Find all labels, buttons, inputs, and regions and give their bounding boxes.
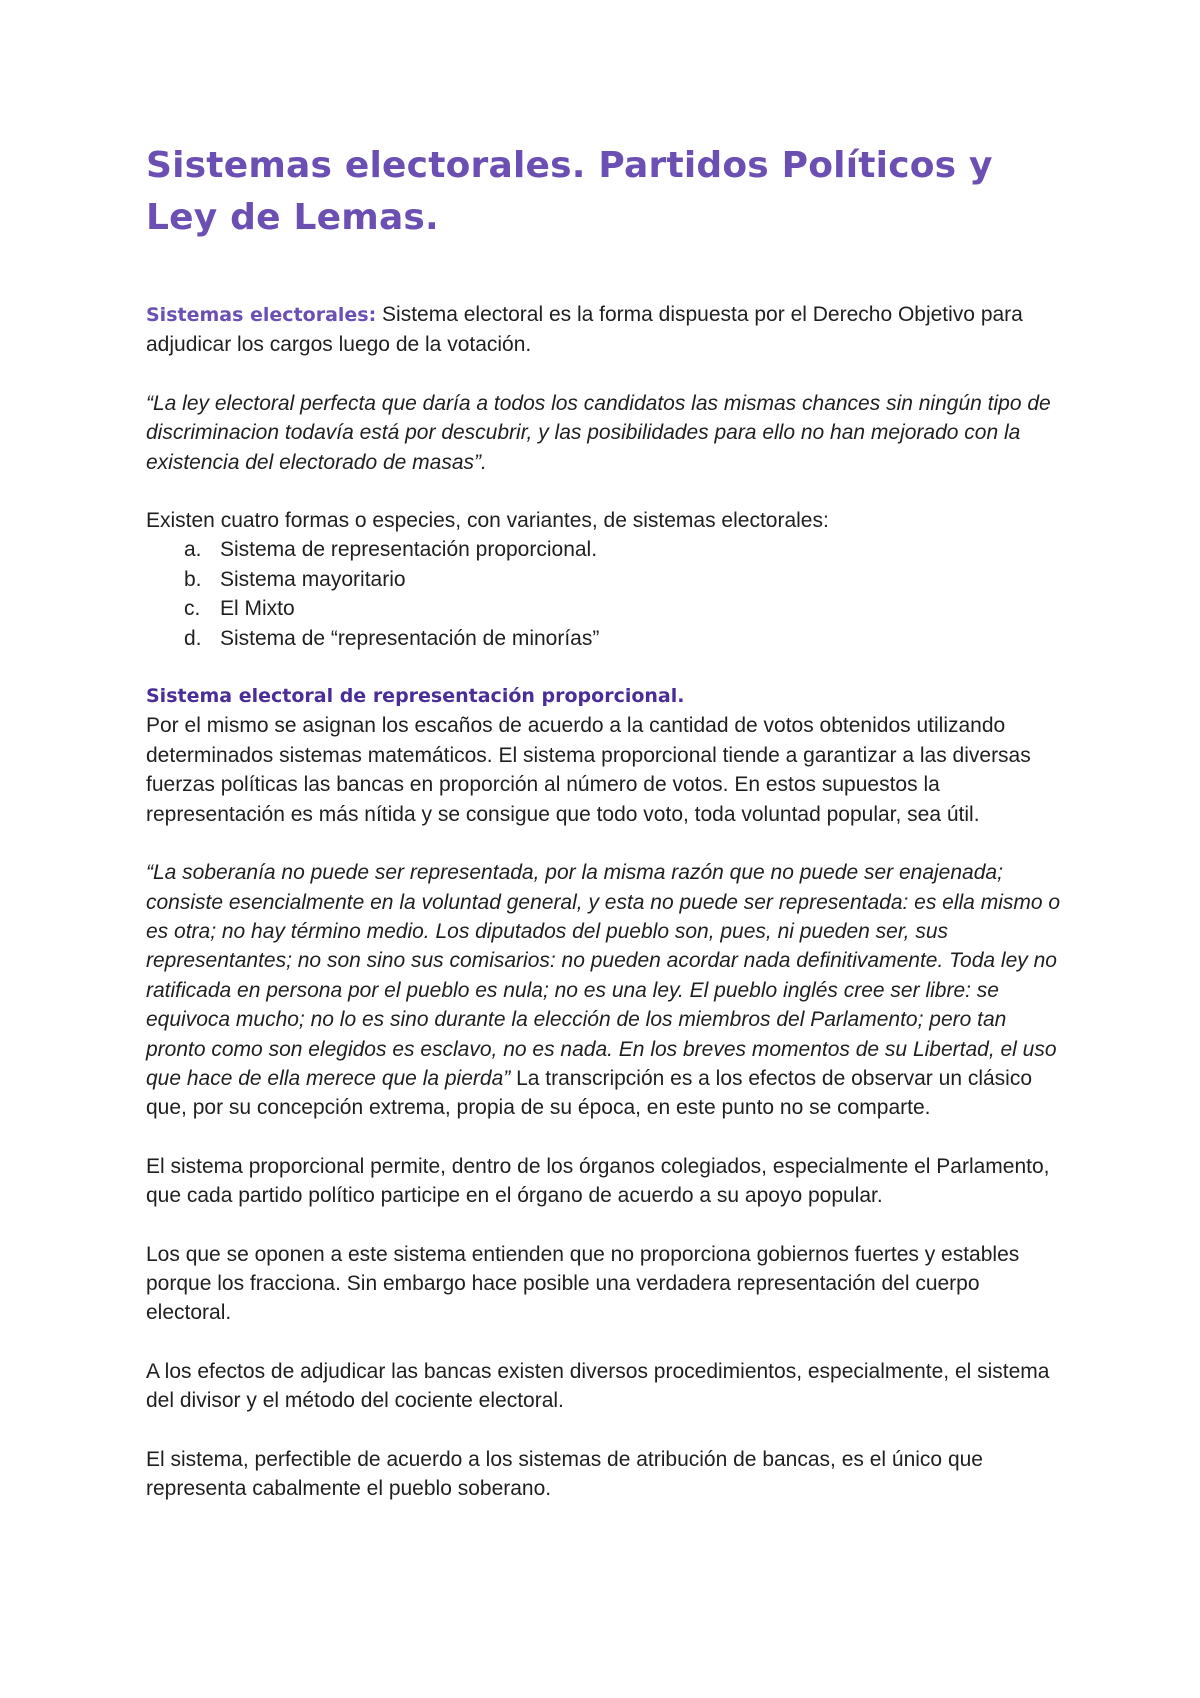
list-item-text: Sistema mayoritario bbox=[220, 567, 406, 591]
list-item bbox=[146, 565, 1066, 594]
list-marker: a. bbox=[184, 538, 202, 562]
intro-text: Sistema electoral es la forma dispuesta por el Derecho Objetivo para adjudicar los cargos luego de la votación. bbox=[146, 303, 1023, 357]
list-item bbox=[146, 624, 1066, 653]
document-title: Sistemas electorales. Partidos Políticos y Ley de Lemas. bbox=[146, 145, 993, 238]
list-marker: d. bbox=[184, 626, 202, 650]
intro-paragraph bbox=[146, 300, 1066, 360]
paragraph-conclusion: El sistema, perfectible de acuerdo a los sistemas de atribución de bancas, es el único que representa cabalmente el pueblo soberano. bbox=[146, 1447, 983, 1500]
forms-list bbox=[146, 535, 1066, 653]
list-item bbox=[146, 594, 1066, 623]
list-marker: b. bbox=[184, 567, 202, 591]
paragraph-opponents: Los que se oponen a este sistema entienden que no proporciona gobiernos fuertes y estables porque los fracciona. Sin embargo hace posible una verdadera representación del cuerpo electoral. bbox=[146, 1242, 1020, 1325]
list-item-text: El Mixto bbox=[220, 597, 295, 621]
paragraph-procedures: A los efectos de adjudicar las bancas existen diversos procedimientos, especialmente, el sistema del divisor y el método del cociente electoral. bbox=[146, 1359, 1050, 1413]
section-heading-proportional: Sistema electoral de representación proporcional. bbox=[146, 685, 685, 708]
intro-label: Sistemas electorales: bbox=[146, 304, 377, 326]
list-item-text: Sistema de representación proporcional. bbox=[220, 538, 598, 562]
forms-intro: Existen cuatro formas o especies, con variantes, de sistemas electorales: bbox=[146, 509, 829, 533]
list-item bbox=[146, 535, 1066, 564]
quote-sovereignty-paragraph bbox=[146, 858, 1066, 1123]
quote-electoral-law: “La ley electoral perfecta que daría a todos los candidatos las mismas chances sin ningún tipo de discriminacion todavía está por descubrir, y las posibilidades para ello no han mejorado con la existencia del electorado de masas”. bbox=[146, 391, 1051, 474]
quote-sovereignty: “La soberanía no puede ser representada, por la misma razón que no puede ser enajenada; consiste esencialmente en la voluntad general, y esta no puede ser representada: es ella mismo o es otra; no hay término medio. Los diputados del pueblo son, pues, ni pueden ser, sus representantes; no son sino sus comisarios: no pueden acordar nada definitivamente. Toda ley no ratificada en persona por el pueblo es nula; no es una ley. El pueblo inglés cree ser libre: se equivoca mucho; no lo es sino durante la elección de los miembros del Parlamento; pero tan pronto como son elegidos es esclavo, no es nada. En los breves momentos de su Libertad, el uso que hace de ella merece que la pierda” bbox=[146, 861, 1061, 1090]
paragraph-proportional-permits: El sistema proporcional permite, dentro de los órganos colegiados, especialmente el Parlamento, que cada partido político participe en el órgano de acuerdo a su apoyo popular. bbox=[146, 1154, 1050, 1208]
proportional-section bbox=[146, 682, 1066, 829]
proportional-text: Por el mismo se asignan los escaños de acuerdo a la cantidad de votos obtenidos utilizando determinados sistemas matemáticos. El sistema proporcional tiende a garantizar a las diversas fuerzas políticas las bancas en proporción al número de votos. En estos supuestos la representación es más nítida y se consigue que todo voto, toda voluntad popular, sea útil. bbox=[146, 714, 1031, 826]
list-marker: c. bbox=[184, 597, 201, 621]
quote-commentary: La transcripción es a los efectos de observar un clásico que, por su concepción extrema, propia de su época, en este punto no se comparte. bbox=[146, 1066, 1033, 1120]
list-item-text: Sistema de “representación de minorías” bbox=[220, 626, 600, 650]
document-page bbox=[146, 140, 1066, 1503]
